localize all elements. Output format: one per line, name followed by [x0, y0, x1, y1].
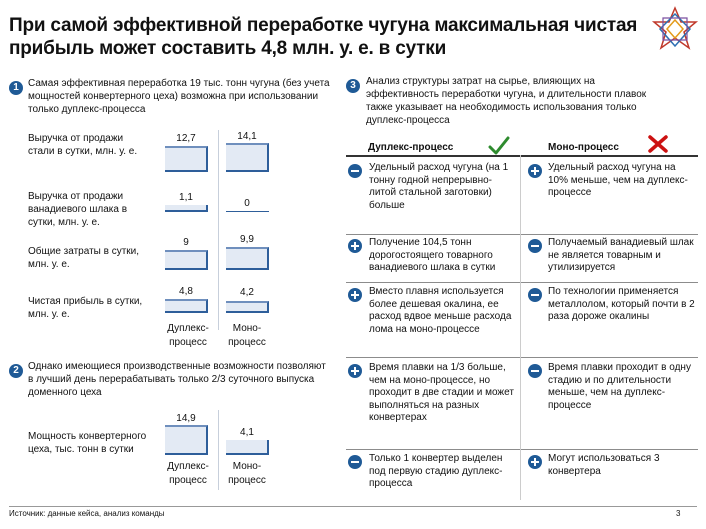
value-profit-mono: 4,2	[240, 287, 254, 298]
column-divider-2	[218, 410, 219, 490]
label-duplex-process: Дуплекс-процесс	[167, 323, 209, 348]
table-cell-duplex: Получение 104,5 тонн дорогостоящего товарного ванадиевого шлака в сутки	[369, 237, 496, 274]
value-capacity-mono: 4,1	[240, 427, 254, 438]
table-cell-duplex: Вместо плавня используется более дешевая окалина, ее расход вдвое меньше расхода лома на моно-процессе	[369, 286, 512, 335]
table-cell-mono: Получаемый ванадиевый шлак не является товарным и утилизируется	[548, 237, 694, 274]
table-row-divider	[346, 282, 698, 283]
value-costs-duplex: 9	[183, 237, 189, 248]
value-vanadium-duplex: 1,1	[179, 192, 193, 203]
table-cell-duplex: Время плавки на 1/3 больше, чем на моно-процессе, но проходит в две стадии и может выполняться на разных конвертерах	[369, 362, 514, 424]
metric-label-total-costs: Общие затраты в сутки, млн. у. е.	[28, 246, 140, 270]
col-head-mono: Моно-процесс	[548, 142, 619, 153]
metric-label-net-profit: Чистая прибыль в сутки, млн. у. е.	[28, 296, 143, 320]
section-3-number: 3	[346, 79, 360, 93]
bar-steel-mono	[226, 143, 269, 172]
col-head-duplex: Дуплекс-процесс	[368, 142, 454, 153]
bar-vanadium-duplex	[165, 205, 208, 212]
table-row-divider	[346, 449, 698, 450]
page-number: 3	[676, 509, 681, 518]
plus-icon	[348, 239, 362, 253]
minus-icon	[348, 164, 362, 178]
table-row-divider	[346, 357, 698, 358]
plus-icon	[528, 455, 542, 469]
minus-icon	[528, 364, 542, 378]
bar-capacity-duplex	[165, 425, 208, 455]
bar-steel-duplex	[165, 146, 208, 172]
footer-divider	[9, 506, 697, 507]
table-cell-mono: По технологии применяется металлолом, который почти в 2 раза дороже окалины	[548, 286, 695, 323]
table-cell-duplex: Удельный расход чугуна (на 1 тонну годной непрерывно-литой стальной заготовки) больше	[369, 162, 509, 211]
label-mono-process-2: Моно-процесс	[228, 461, 266, 486]
section-2-text: Однако имеющиеся производственные возможности позволяют в лучший день перерабатывать только 2/3 суточного выпуска доменного цеха	[28, 361, 326, 398]
source-note: Источник: данные кейса, анализ команды	[9, 509, 165, 518]
section-2-number: 2	[9, 364, 23, 378]
minus-icon	[528, 288, 542, 302]
check-icon	[488, 136, 510, 156]
value-steel-duplex: 12,7	[176, 133, 196, 144]
minus-icon	[528, 239, 542, 253]
page-title: При самой эффективной переработке чугуна максимальная чистая прибыль может составить 4,8 млн. у. е. в сутки	[9, 15, 638, 59]
value-capacity-duplex: 14,9	[176, 413, 196, 424]
plus-icon	[348, 364, 362, 378]
table-row-divider	[346, 234, 698, 235]
table-column-divider	[520, 155, 521, 500]
label-duplex-process-2: Дуплекс-процесс	[167, 461, 209, 486]
bar-profit-mono	[226, 301, 269, 313]
value-steel-mono: 14,1	[237, 131, 257, 142]
metric-label-steel-revenue: Выручка от продажи стали в сутки, млн. у. е.	[28, 133, 138, 157]
value-profit-duplex: 4,8	[179, 286, 193, 297]
label-mono-process: Моно-процесс	[228, 323, 266, 348]
bar-profit-duplex	[165, 299, 208, 313]
table-cell-duplex: Только 1 конвертер выделен под первую стадию дуплекс-процесса	[369, 453, 503, 490]
table-cell-mono: Могут использоваться 3 конвертера	[548, 453, 660, 477]
bar-costs-mono	[226, 247, 269, 270]
section-1-number: 1	[9, 81, 23, 95]
plus-icon	[348, 288, 362, 302]
column-divider	[218, 130, 219, 330]
metric-label-converter-capacity: Мощность конвертерного цеха, тыс. тонн в сутки	[28, 431, 147, 455]
value-vanadium-mono: 0	[244, 198, 250, 209]
table-header-rule	[346, 155, 698, 157]
value-costs-mono: 9,9	[240, 234, 254, 245]
table-cell-mono: Удельный расход чугуна на 10% меньше, чем на дуплекс-процессе	[548, 162, 688, 199]
bar-vanadium-mono	[226, 211, 269, 212]
section-3-text: Анализ структуры затрат на сырье, влияющих на эффективность переработки чугуна, и длительности плавок также указывает на необходимость использования только дуплекс-процесса	[366, 76, 647, 126]
star-logo-icon	[650, 6, 700, 52]
minus-icon	[348, 455, 362, 469]
cross-icon	[647, 134, 669, 154]
table-cell-mono: Время плавки проходит в одну стадию и по длительности меньше, чем на дуплекс-процессе	[548, 362, 691, 411]
plus-icon	[528, 164, 542, 178]
bar-capacity-mono	[226, 440, 269, 455]
section-1-text: Самая эффективная переработка 19 тыс. тонн чугуна (без учета мощностей конвертерного цеха) возможна при использовании только дуплекс-процесса	[28, 78, 330, 115]
bar-costs-duplex	[165, 250, 208, 270]
metric-label-vanadium-revenue: Выручка от продажи ванадиевого шлака в сутки, млн. у. е.	[28, 191, 128, 228]
